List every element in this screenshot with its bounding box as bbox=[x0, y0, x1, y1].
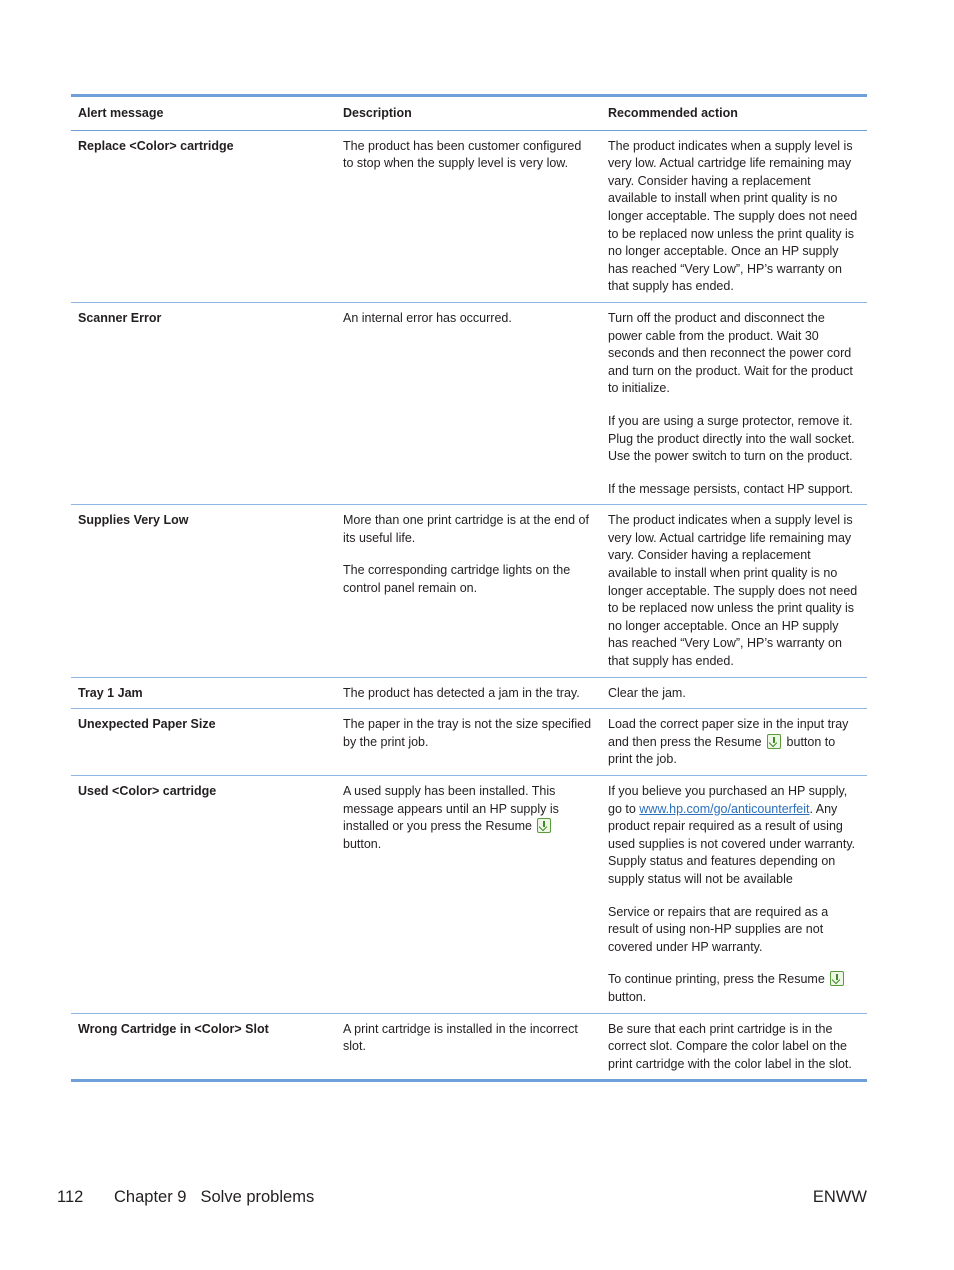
alert-message-cell: Wrong Cartridge in <Color> Slot bbox=[78, 1021, 269, 1036]
header-description: Description bbox=[336, 96, 601, 131]
action-text: Service or repairs that are required as a result of using non-HP supplies are not covered under HP warranty. bbox=[608, 904, 829, 954]
description-text: A print cartridge is installed in the incorrect slot. bbox=[343, 1021, 578, 1054]
description-text: The paper in the tray is not the size specified by the print job. bbox=[343, 717, 592, 749]
page-footer bbox=[57, 1188, 867, 1207]
description-text: More than one print cartridge is at the end of its useful life. bbox=[343, 513, 589, 545]
description-text: The product has been customer configured to stop when the supply level is very low. bbox=[343, 138, 582, 171]
alert-message-cell: Scanner Error bbox=[71, 302, 336, 504]
description-text-part: button. bbox=[343, 836, 382, 851]
alert-message-cell: Used <Color> cartridge bbox=[71, 776, 336, 1014]
action-text bbox=[608, 716, 860, 769]
action-text-part: button. bbox=[608, 989, 647, 1004]
table-row bbox=[71, 709, 867, 776]
action-cell bbox=[601, 709, 867, 776]
action-text-part: If you believe you purchased an HP supply, go to bbox=[608, 784, 848, 816]
action-cell bbox=[601, 1013, 867, 1081]
description-cell bbox=[336, 130, 601, 302]
section-title: Solve problems bbox=[200, 1188, 315, 1206]
description-cell bbox=[336, 1013, 601, 1081]
table-row bbox=[71, 302, 867, 504]
header-alert-message: Alert message bbox=[71, 96, 336, 131]
action-text-part: To continue printing, press the Resume bbox=[608, 972, 825, 987]
table-row bbox=[71, 130, 867, 302]
description-cell bbox=[336, 505, 601, 677]
action-text: If the message persists, contact HP support. bbox=[608, 481, 854, 496]
alert-message-cell: Supplies Very Low bbox=[71, 505, 336, 677]
edition-label: ENWW bbox=[812, 1188, 867, 1206]
description-cell bbox=[336, 677, 601, 709]
table-row bbox=[71, 776, 867, 1014]
description-text: The product has detected a jam in the tray. bbox=[343, 685, 580, 700]
action-text bbox=[608, 971, 860, 1006]
action-text: If you are using a surge protector, remove it. Plug the product directly into the wall socket. Use the power switch to turn on the product. bbox=[608, 413, 855, 464]
action-cell bbox=[601, 302, 867, 504]
action-text: Clear the jam. bbox=[608, 685, 686, 700]
action-cell bbox=[601, 130, 867, 302]
alert-messages-table bbox=[71, 94, 867, 1082]
resume-button-icon bbox=[830, 971, 844, 986]
action-text-part: button to print the job. bbox=[608, 734, 836, 767]
description-cell bbox=[336, 302, 601, 504]
description-cell bbox=[336, 776, 601, 1014]
action-text bbox=[608, 783, 860, 889]
header-recommended-action: Recommended action bbox=[601, 96, 867, 131]
page-number: 112 bbox=[57, 1188, 84, 1206]
action-text: The product indicates when a supply level is very low. Actual cartridge life remaining may vary. Consider having a replacement available to install when print quality is no longer acceptable. The supply does not need to be replaced now unless the print quality is no longer acceptable. Once an HP supply has reached “Very Low”, HP’s warranty on that supply has ended. bbox=[608, 513, 858, 669]
table-row bbox=[71, 505, 867, 677]
action-text-part: Load the correct paper size in the input tray and then press the Resume bbox=[608, 717, 849, 749]
table-row bbox=[71, 1013, 867, 1081]
action-text: Be sure that each print cartridge is in the correct slot. Compare the color label on the print cartridge with the color label in the slot. bbox=[608, 1021, 852, 1071]
action-text: Turn off the product and disconnect the power cable from the product. Wait 30 seconds and then reconnect the power cord and turn on the product. Wait for the product to initialize. bbox=[608, 310, 853, 396]
action-cell bbox=[601, 505, 867, 677]
resume-button-icon bbox=[767, 734, 781, 749]
description-cell bbox=[336, 709, 601, 776]
action-text-part: . Any product repair required as a result of using used supplies is not covered under warranty. Supply status and features depending on supply status will not be available bbox=[608, 801, 856, 886]
anticounterfeit-link[interactable]: www.hp.com/go/anticounterfeit bbox=[639, 801, 810, 816]
action-cell bbox=[601, 677, 867, 709]
alert-message-cell: Replace <Color> cartridge bbox=[71, 130, 336, 302]
chapter-label: Chapter 9 bbox=[114, 1188, 187, 1206]
alert-message-cell: Tray 1 Jam bbox=[71, 677, 336, 709]
description-text: An internal error has occurred. bbox=[343, 310, 512, 325]
table-row bbox=[71, 677, 867, 709]
alert-message-cell: Unexpected Paper Size bbox=[71, 709, 336, 776]
description-text bbox=[343, 783, 594, 853]
resume-button-icon bbox=[537, 818, 551, 833]
action-text: The product indicates when a supply level is very low. Actual cartridge life remaining may vary. Consider having a replacement available to install when print quality is no longer acceptable. The supply does not need to be replaced now unless the print quality is no longer acceptable. Once an HP supply has reached “Very Low”, HP’s warranty on that supply has ended. bbox=[608, 138, 858, 294]
action-cell bbox=[601, 776, 867, 1014]
description-text: The corresponding cartridge lights on the control panel remain on. bbox=[343, 563, 571, 596]
description-text-part: A used supply has been installed. This message appears until an HP supply is installed or you press the Resume bbox=[343, 784, 559, 834]
table-header-row bbox=[71, 96, 867, 131]
